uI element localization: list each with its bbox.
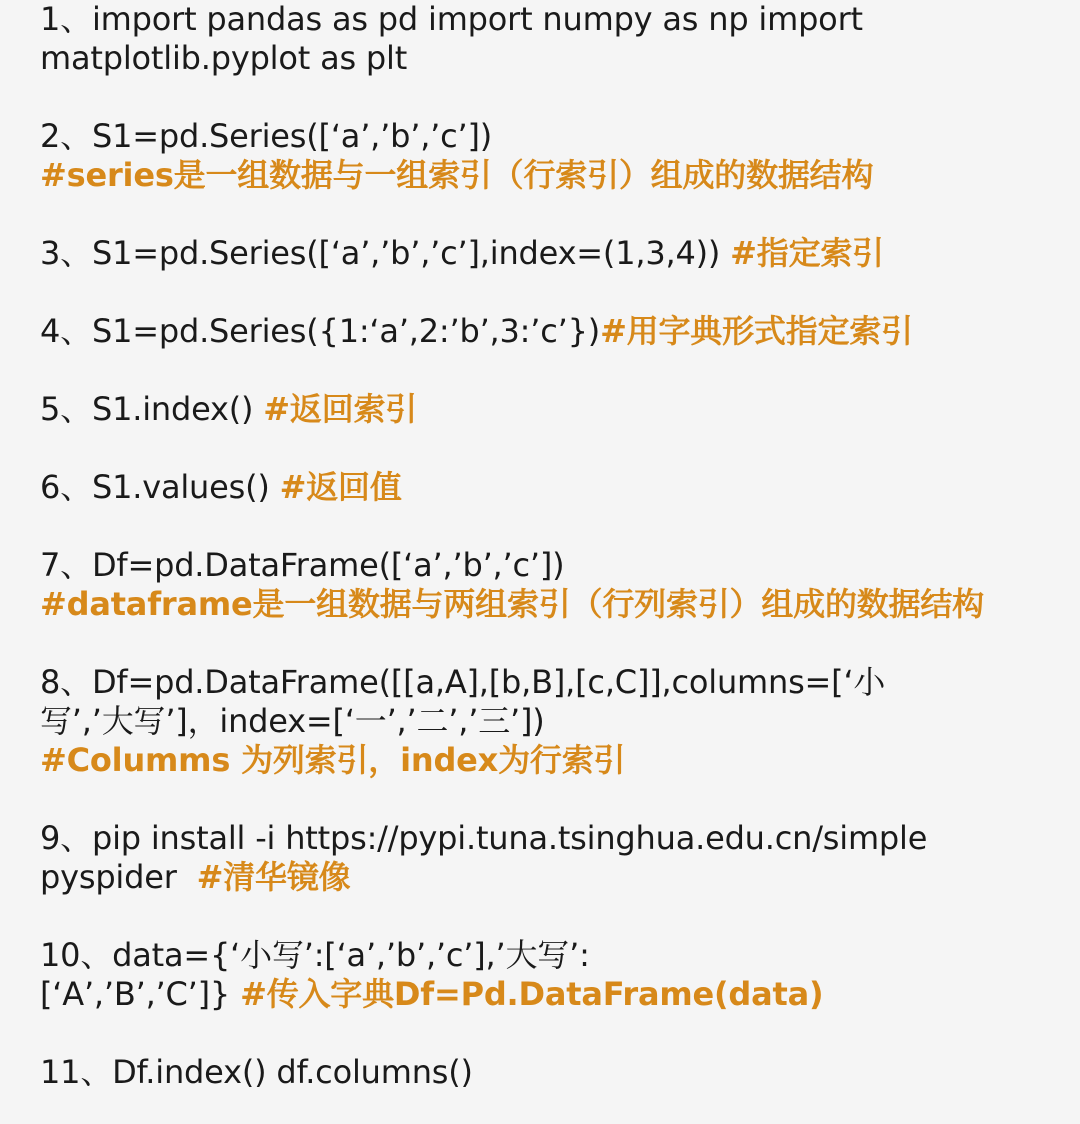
- note-line: 11、Df.index() df.columns(): [40, 1053, 473, 1091]
- note-line: pyspider #清华镜像: [40, 858, 351, 896]
- note-line: 8、Df=pd.DataFrame([[a,A],[b,B],[c,C]],columns=[‘小: [40, 663, 886, 701]
- note-comment: #series是一组数据与一组索引（行索引）组成的数据结构: [40, 156, 874, 194]
- note-line: 5、S1.index() #返回索引: [40, 390, 418, 428]
- note-line: 9、pip install -i https://pypi.tuna.tsinghua.edu.cn/simple: [40, 819, 928, 857]
- note-line: 3、S1=pd.Series([‘a’,’b’,’c’],index=(1,3,4)) #指定索引: [40, 234, 884, 272]
- note-line: matplotlib.pyplot as plt: [40, 39, 408, 77]
- note-line: 6、S1.values() #返回值: [40, 468, 402, 506]
- note-line: [‘A’,’B’,’C’]} #传入字典Df=Pd.DataFrame(data): [40, 975, 824, 1013]
- note-line: 写’,’大写’]，index=[‘一’,’二’,’三’]): [40, 702, 545, 740]
- note-comment: #dataframe是一组数据与两组索引（行列索引）组成的数据结构: [40, 585, 984, 623]
- note-line: 2、S1=pd.Series([‘a’,’b’,’c’]): [40, 117, 493, 155]
- note-comment: #Columms 为列索引，index为行索引: [40, 741, 626, 779]
- note-line: 1、import pandas as pd import numpy as np import: [40, 0, 863, 38]
- note-line: 10、data={‘小写’:[‘a’,’b’,’c’],’大写’:: [40, 936, 590, 974]
- note-line: 7、Df=pd.DataFrame([‘a’,’b’,’c’]): [40, 546, 565, 584]
- note-line: 4、S1=pd.Series({1:‘a’,2:’b’,3:’c’})#用字典形式指定索引: [40, 312, 913, 350]
